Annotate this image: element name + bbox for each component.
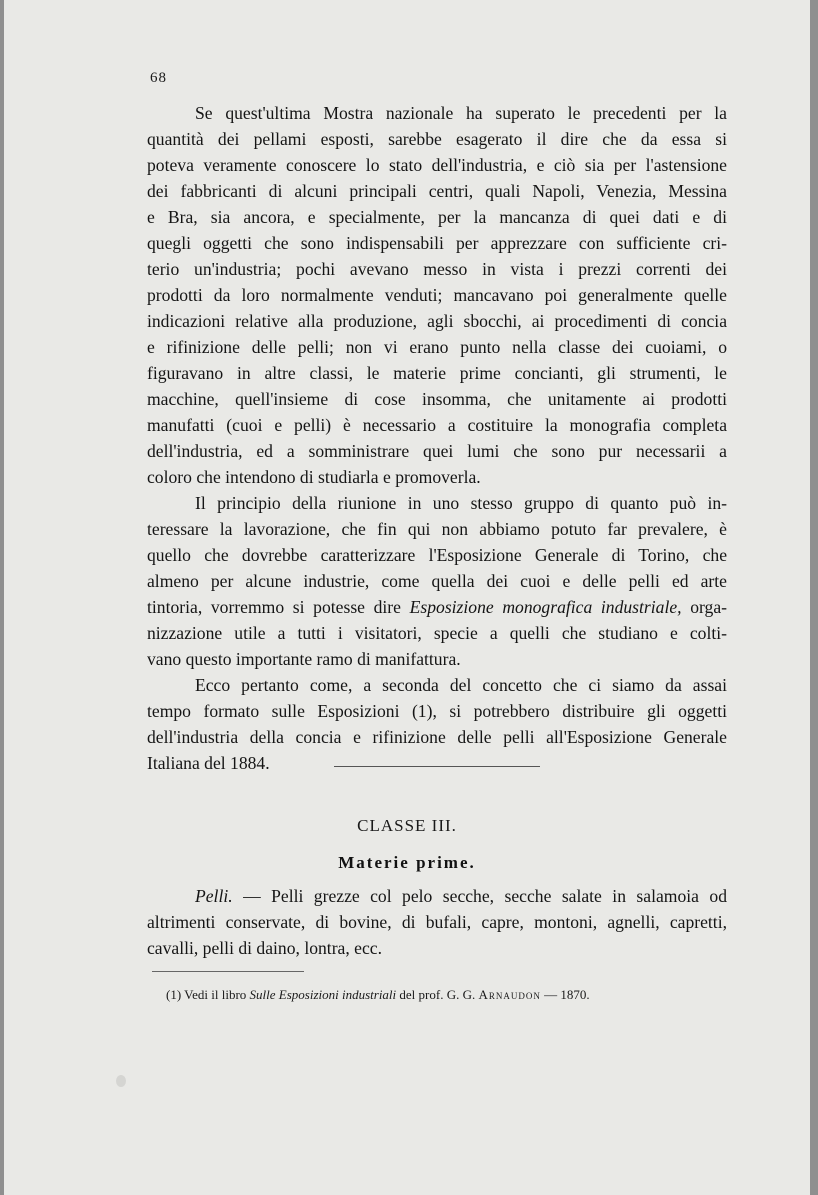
text-line: dell'industria, ed a somministrare quei lumi che sono pur necessarii a bbox=[147, 441, 727, 461]
text-line: teressare la lavorazione, che fin qui non abbiamo potuto far prevalere, è bbox=[147, 519, 727, 539]
footnote-year: — 1870. bbox=[540, 987, 590, 1002]
footnote-rule bbox=[152, 971, 304, 972]
text-line: Italiana del 1884. bbox=[147, 753, 270, 773]
section-heading: CLASSE III. bbox=[357, 816, 457, 835]
text-line: dell'industria della concia e rifinizione delle pelli all'Esposizione Generale bbox=[147, 727, 727, 747]
text-segment: tintoria, vorremmo si potesse dire bbox=[147, 597, 410, 617]
text-line: poteva veramente conoscere lo stato dell'industria, e ciò sia per l'astensione bbox=[147, 155, 727, 175]
text-line: Ecco pertanto come, a seconda del concetto che ci siamo da assai bbox=[195, 675, 727, 695]
paper-smudge bbox=[116, 1075, 126, 1087]
page-number: 68 bbox=[150, 70, 167, 86]
text-line: indicazioni relative alla produzione, agli sbocchi, ai procedimenti di concia bbox=[147, 311, 727, 331]
footnote-text: del prof. G. G. bbox=[396, 987, 479, 1002]
text-segment: — Pelli grezze col pelo secche, secche salate in salamoia od bbox=[232, 886, 727, 906]
text-segment: orga- bbox=[681, 597, 727, 617]
text-line: prodotti da loro normalmente venduti; mancavano poi generalmente quelle bbox=[147, 285, 727, 305]
paragraph-3 bbox=[147, 672, 727, 776]
text-line: manufatti (cuoi e pelli) è necessario a costituire la monografia completa bbox=[147, 415, 727, 435]
text-line: tempo formato sulle Esposizioni (1), si potrebbero distribuire gli oggetti bbox=[147, 701, 727, 721]
text-line: e rifinizione delle pelli; non vi erano punto nella classe dei cuoiami, o bbox=[147, 337, 727, 357]
pelli-entry bbox=[147, 883, 727, 961]
footnote bbox=[166, 987, 726, 1003]
section-subheading: Materie prime. bbox=[338, 853, 476, 872]
footnote-marker: (1) Vedi il libro bbox=[166, 987, 250, 1002]
entry-label: Pelli. bbox=[195, 886, 233, 906]
text-line: quegli oggetti che sono indispensabili per apprezzare con sufficiente cri- bbox=[147, 233, 727, 253]
text-line: quello che dovrebbe caratterizzare l'Esposizione Generale di Torino, che bbox=[147, 545, 727, 565]
text-line: nizzazione utile a tutti i visitatori, specie a quelli che studiano e colti- bbox=[147, 623, 727, 643]
text-line: quantità dei pellami esposti, sarebbe esagerato il dire che da essa si bbox=[147, 129, 727, 149]
text-line: cavalli, pelli di daino, lontra, ecc. bbox=[147, 938, 382, 958]
italic-phrase: Esposizione monografica industriale, bbox=[409, 597, 682, 617]
text-line bbox=[147, 883, 727, 909]
text-line: almeno per alcune industrie, come quella dei cuoi e delle pelli ed arte bbox=[147, 571, 727, 591]
text-line bbox=[147, 594, 727, 620]
text-line: macchine, quell'insieme di cose insomma, che unitamente ai prodotti bbox=[147, 389, 727, 409]
text-line: altrimenti conservate, di bovine, di bufali, capre, montoni, agnelli, capretti, bbox=[147, 912, 727, 932]
text-line: Se quest'ultima Mostra nazionale ha superato le precedenti per la bbox=[195, 103, 727, 123]
text-line: vano questo importante ramo di manifattura. bbox=[147, 649, 461, 669]
text-line: coloro che intendono di studiarla e promoverla. bbox=[147, 467, 481, 487]
paragraph-2 bbox=[147, 490, 727, 672]
text-line: e Bra, sia ancora, e specialmente, per la mancanza di quei dati e di bbox=[147, 207, 727, 227]
document-page bbox=[4, 0, 810, 1195]
text-line: Il principio della riunione in uno stesso gruppo di quanto può in- bbox=[195, 493, 727, 513]
body-text bbox=[147, 100, 727, 776]
paragraph-1 bbox=[147, 100, 727, 490]
footnote-author: Arnaudon bbox=[478, 987, 541, 1002]
text-line: dei fabbricanti di alcuni principali centri, quali Napoli, Venezia, Messina bbox=[147, 181, 727, 201]
text-line: figuravano in altre classi, le materie prime concianti, gli strumenti, le bbox=[147, 363, 727, 383]
section-divider bbox=[334, 766, 540, 767]
text-line: terio un'industria; pochi avevano messo in vista i prezzi correnti dei bbox=[147, 259, 727, 279]
footnote-book-title: Sulle Esposizioni industriali bbox=[249, 987, 397, 1002]
